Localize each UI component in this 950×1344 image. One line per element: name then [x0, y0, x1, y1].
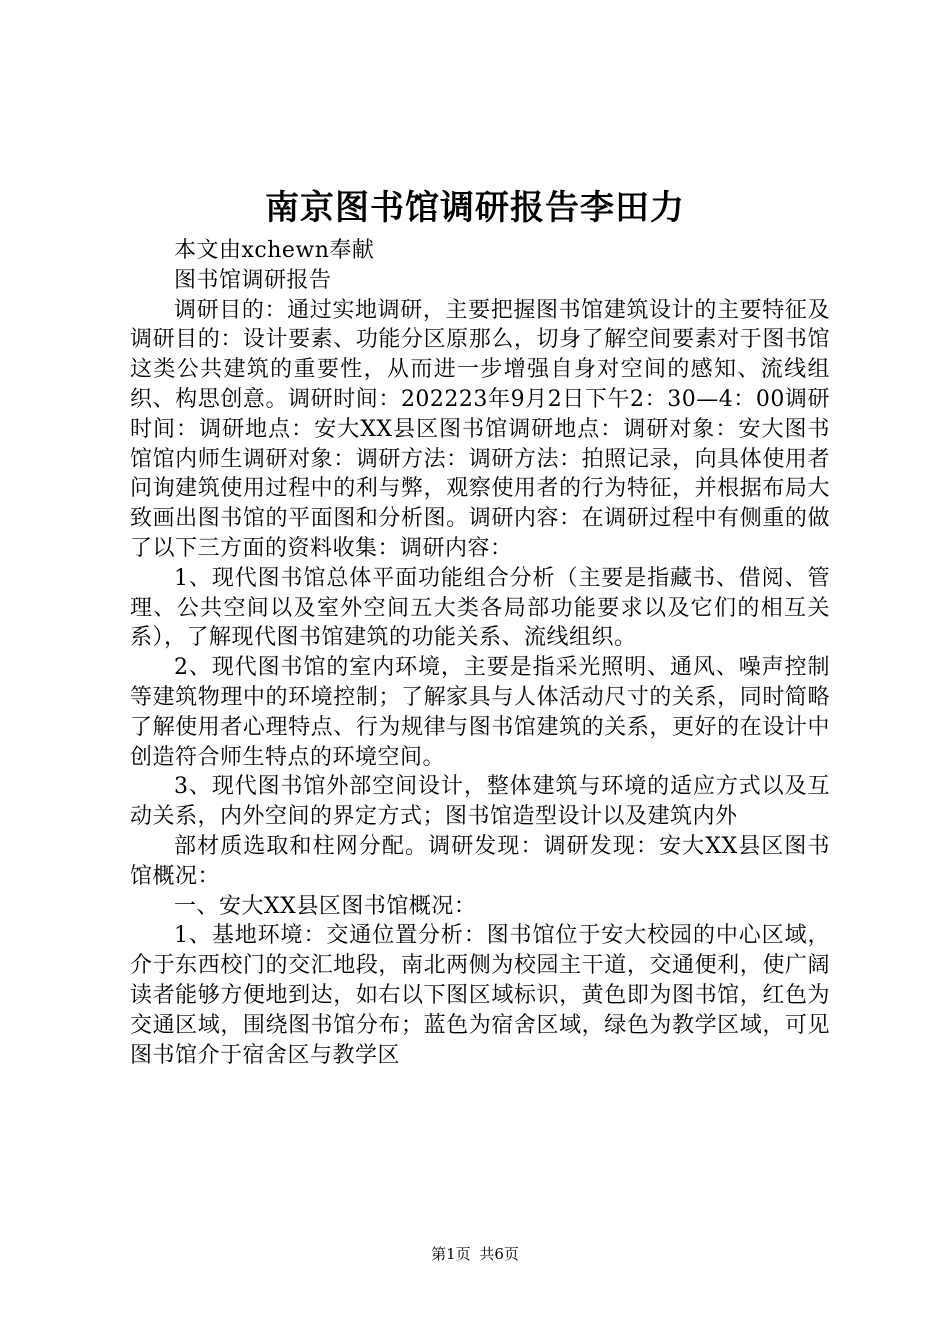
paragraph-item-2: 2、现代图书馆的室内环境，主要是指采光照明、通风、噪声控制等建筑物理中的环境控制；了解家具与人体活动尺寸的关系，同时简略了解使用者心理特点、行为规律与图书馆建筑的关系，更好的在设计中创造符合师生特点的环境空间。 [130, 655, 830, 770]
paragraph-item-1: 1、现代图书馆总体平面功能组合分析（主要是指藏书、借阅、管理、公共空间以及室外空间五大类各局部功能要求以及它们的相互关系），了解现代图书馆建筑的功能关系、流线组织。 [130, 565, 830, 651]
paragraph-section-heading: 一、安大XX县区图书馆概况： [174, 893, 477, 919]
paragraph-purpose: 调研目的：通过实地调研，主要把握图书馆建筑设计的主要特征及调研目的：设计要素、功能分区原那么，切身了解空间要素对于图书馆这类公共建筑的重要性，从而进一步增强自身对空间的感知、流线组织、构思创意。调研时间：202223年9月2日下午2：30—4：00调研时间：调研地点：安大XX县区图书馆调研地点：调研对象：安大图书馆馆内师生调研对象：调研方法：调研方法：拍照记录，向具体使用者问询建筑使用过程中的利与弊，观察使用者的行为特征，并根据布局大致画出图书馆的平面图和分析图。调研内容：在调研过程中有侧重的做了以下三方面的资料收集：调研内容： [130, 297, 830, 561]
paragraph-site-environment: 1、基地环境：交通位置分析：图书馆位于安大校园的中心区域，介于东西校门的交汇地段，南北两侧为校园主干道，交通便利，使广阔读者能够方便地到达，如右以下图区域标识，黄色即为图书馆，红色为交通区域，围绕图书馆分布；蓝色为宿舍区域，绿色为教学区域，可见图书馆介于宿舍区与教学区 [130, 923, 830, 1068]
document-body [130, 236, 830, 1070]
page-footer [0, 1244, 950, 1264]
page-number: 第1页 [431, 1245, 471, 1263]
paragraph-item-3: 3、现代图书馆外部空间设计，整体建筑与环境的适应方式以及互动关系，内外空间的界定方式；图书馆造型设计以及建筑内外 [130, 774, 830, 830]
paragraph-source: 本文由xchewn奉献 [174, 238, 375, 263]
paragraph-item-3-continued: 部材质选取和柱网分配。调研发现：调研发现：安大XX县区图书馆概况： [130, 833, 830, 889]
page-total: 共6页 [479, 1245, 519, 1263]
paragraph-subtitle: 图书馆调研报告 [174, 267, 332, 293]
document-title: 南京图书馆调研报告李田力 [265, 188, 685, 228]
